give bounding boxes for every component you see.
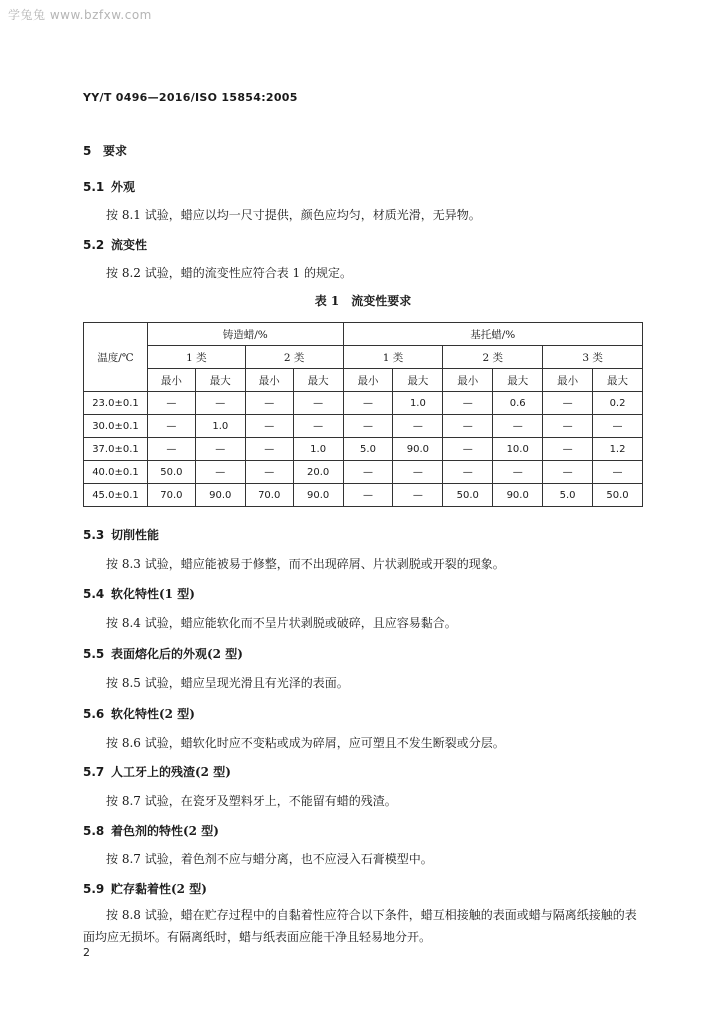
clause-title: 软化特性(1 型) — [111, 587, 195, 601]
value-cell: — — [443, 461, 493, 484]
clause-number: 5.5 — [83, 647, 105, 661]
value-cell: 0.6 — [493, 392, 543, 415]
value-cell: — — [393, 415, 443, 438]
value-cell: — — [195, 392, 245, 415]
table-caption: 表 1 流变性要求 — [314, 294, 412, 308]
clause-5-3-text: 按 8.3 试验，蜡应能被易于修整，而不出现碎屑、片状剥脱或开裂的现象。 — [106, 557, 505, 571]
value-cell: — — [245, 438, 293, 461]
min-header: 最小 — [343, 369, 393, 392]
temperature-cell: 40.0±0.1 — [84, 461, 148, 484]
value-cell: — — [245, 392, 293, 415]
table-row — [84, 484, 643, 507]
value-cell: 20.0 — [293, 461, 343, 484]
value-cell: 50.0 — [593, 484, 643, 507]
value-cell: — — [147, 392, 195, 415]
value-cell: — — [443, 438, 493, 461]
table-row — [84, 392, 643, 415]
value-cell: — — [543, 415, 593, 438]
clause-number: 5.6 — [83, 707, 105, 721]
temperature-cell: 37.0±0.1 — [84, 438, 148, 461]
value-cell: — — [543, 392, 593, 415]
baseplate-class-3-header: 3 类 — [543, 346, 643, 369]
clause-5-5-text: 按 8.5 试验，蜡应呈现光滑且有光泽的表面。 — [106, 676, 349, 690]
value-cell: — — [147, 438, 195, 461]
clause-number: 5.3 — [83, 528, 105, 542]
value-cell: — — [343, 484, 393, 507]
casting-wax-header: 铸造蜡/% — [147, 323, 343, 346]
section-title: 要求 — [103, 144, 128, 158]
clause-title: 着色剂的特性(2 型) — [111, 824, 219, 838]
max-header: 最大 — [195, 369, 245, 392]
value-cell: — — [195, 461, 245, 484]
standard-code: YY/T 0496—2016/ISO 15854:2005 — [83, 91, 298, 104]
value-cell: 1.0 — [393, 392, 443, 415]
casting-class-1-header: 1 类 — [147, 346, 245, 369]
clause-number: 5.7 — [83, 765, 105, 779]
clause-title: 表面熔化后的外观(2 型) — [111, 647, 243, 661]
clause-5-8-heading — [83, 822, 219, 839]
value-cell: — — [245, 461, 293, 484]
value-cell: 50.0 — [443, 484, 493, 507]
clause-5-1-heading — [83, 178, 135, 195]
value-cell: 1.2 — [593, 438, 643, 461]
clause-title: 软化特性(2 型) — [111, 707, 195, 721]
clause-5-3-heading — [83, 526, 159, 543]
watermark: 学兔兔 www.bzfxw.com — [8, 8, 152, 22]
table-row — [84, 461, 643, 484]
value-cell: 70.0 — [147, 484, 195, 507]
value-cell: 50.0 — [147, 461, 195, 484]
clause-title: 人工牙上的残渣(2 型) — [111, 765, 231, 779]
value-cell: — — [543, 461, 593, 484]
max-header: 最大 — [293, 369, 343, 392]
clause-title: 外观 — [111, 180, 136, 194]
clause-5-6-heading — [83, 705, 195, 722]
value-cell: — — [245, 415, 293, 438]
value-cell: — — [343, 415, 393, 438]
table-row — [84, 438, 643, 461]
min-header: 最小 — [245, 369, 293, 392]
value-cell: 90.0 — [293, 484, 343, 507]
value-cell: — — [443, 392, 493, 415]
value-cell: — — [393, 484, 443, 507]
value-cell: 1.0 — [293, 438, 343, 461]
value-cell: — — [293, 392, 343, 415]
clause-5-7-heading — [83, 763, 231, 780]
casting-class-2-header: 2 类 — [245, 346, 343, 369]
section-number: 5 — [83, 144, 92, 158]
clause-title: 贮存黏着性(2 型) — [111, 882, 207, 896]
value-cell: 90.0 — [195, 484, 245, 507]
baseplate-wax-header: 基托蜡/% — [343, 323, 642, 346]
clause-5-2-text: 按 8.2 试验，蜡的流变性应符合表 1 的规定。 — [106, 266, 352, 280]
clause-5-8-text: 按 8.7 试验，着色剂不应与蜡分离，也不应浸入石膏模型中。 — [106, 852, 433, 866]
table-body — [84, 392, 643, 507]
value-cell: — — [293, 415, 343, 438]
clause-title: 切削性能 — [111, 528, 160, 542]
value-cell: — — [543, 438, 593, 461]
rheology-table — [83, 322, 643, 507]
baseplate-class-1-header: 1 类 — [343, 346, 443, 369]
value-cell: 70.0 — [245, 484, 293, 507]
value-cell: — — [195, 438, 245, 461]
value-cell: — — [593, 461, 643, 484]
clause-5-6-text: 按 8.6 试验，蜡软化时应不变粘或成为碎屑，应可塑且不发生断裂或分层。 — [106, 736, 505, 750]
value-cell: 5.0 — [543, 484, 593, 507]
table-row — [84, 415, 643, 438]
value-cell: 90.0 — [493, 484, 543, 507]
clause-title: 流变性 — [111, 238, 148, 252]
temperature-cell: 45.0±0.1 — [84, 484, 148, 507]
max-header: 最大 — [593, 369, 643, 392]
value-cell: — — [343, 392, 393, 415]
value-cell: — — [493, 461, 543, 484]
value-cell: — — [493, 415, 543, 438]
max-header: 最大 — [493, 369, 543, 392]
value-cell: — — [147, 415, 195, 438]
section-5-heading — [83, 142, 127, 159]
clause-5-9-text: 按 8.8 试验，蜡在贮存过程中的自黏着性应符合以下条件，蜡互相接触的表面或蜡与隔离纸接触的表面均应无损坏。有隔离纸时，蜡与纸表面应能干净且轻易地分开。 — [83, 908, 637, 944]
clause-number: 5.9 — [83, 882, 105, 896]
clause-5-9-heading — [83, 880, 207, 897]
clause-number: 5.8 — [83, 824, 105, 838]
temperature-cell: 23.0±0.1 — [84, 392, 148, 415]
value-cell: — — [343, 461, 393, 484]
page-number: 2 — [83, 946, 90, 959]
clause-number: 5.2 — [83, 238, 105, 252]
clause-5-7-text: 按 8.7 试验，在瓷牙及塑料牙上，不能留有蜡的残渣。 — [106, 794, 397, 808]
temperature-header: 温度/℃ — [84, 323, 148, 392]
clause-5-2-heading — [83, 236, 147, 253]
value-cell: 5.0 — [343, 438, 393, 461]
clause-5-4-text: 按 8.4 试验，蜡应能软化而不呈片状剥脱或破碎，且应容易黏合。 — [106, 616, 457, 630]
value-cell: — — [443, 415, 493, 438]
value-cell: — — [593, 415, 643, 438]
value-cell: — — [393, 461, 443, 484]
temperature-cell: 30.0±0.1 — [84, 415, 148, 438]
value-cell: 1.0 — [195, 415, 245, 438]
baseplate-class-2-header: 2 类 — [443, 346, 543, 369]
clause-5-4-heading — [83, 585, 195, 602]
value-cell: 10.0 — [493, 438, 543, 461]
value-cell: 90.0 — [393, 438, 443, 461]
clause-5-1-text: 按 8.1 试验，蜡应以均一尺寸提供，颜色应均匀，材质光滑，无异物。 — [106, 208, 481, 222]
clause-5-5-heading — [83, 645, 243, 662]
min-header: 最小 — [543, 369, 593, 392]
clause-number: 5.4 — [83, 587, 105, 601]
min-header: 最小 — [147, 369, 195, 392]
value-cell: 0.2 — [593, 392, 643, 415]
min-header: 最小 — [443, 369, 493, 392]
max-header: 最大 — [393, 369, 443, 392]
clause-number: 5.1 — [83, 180, 105, 194]
